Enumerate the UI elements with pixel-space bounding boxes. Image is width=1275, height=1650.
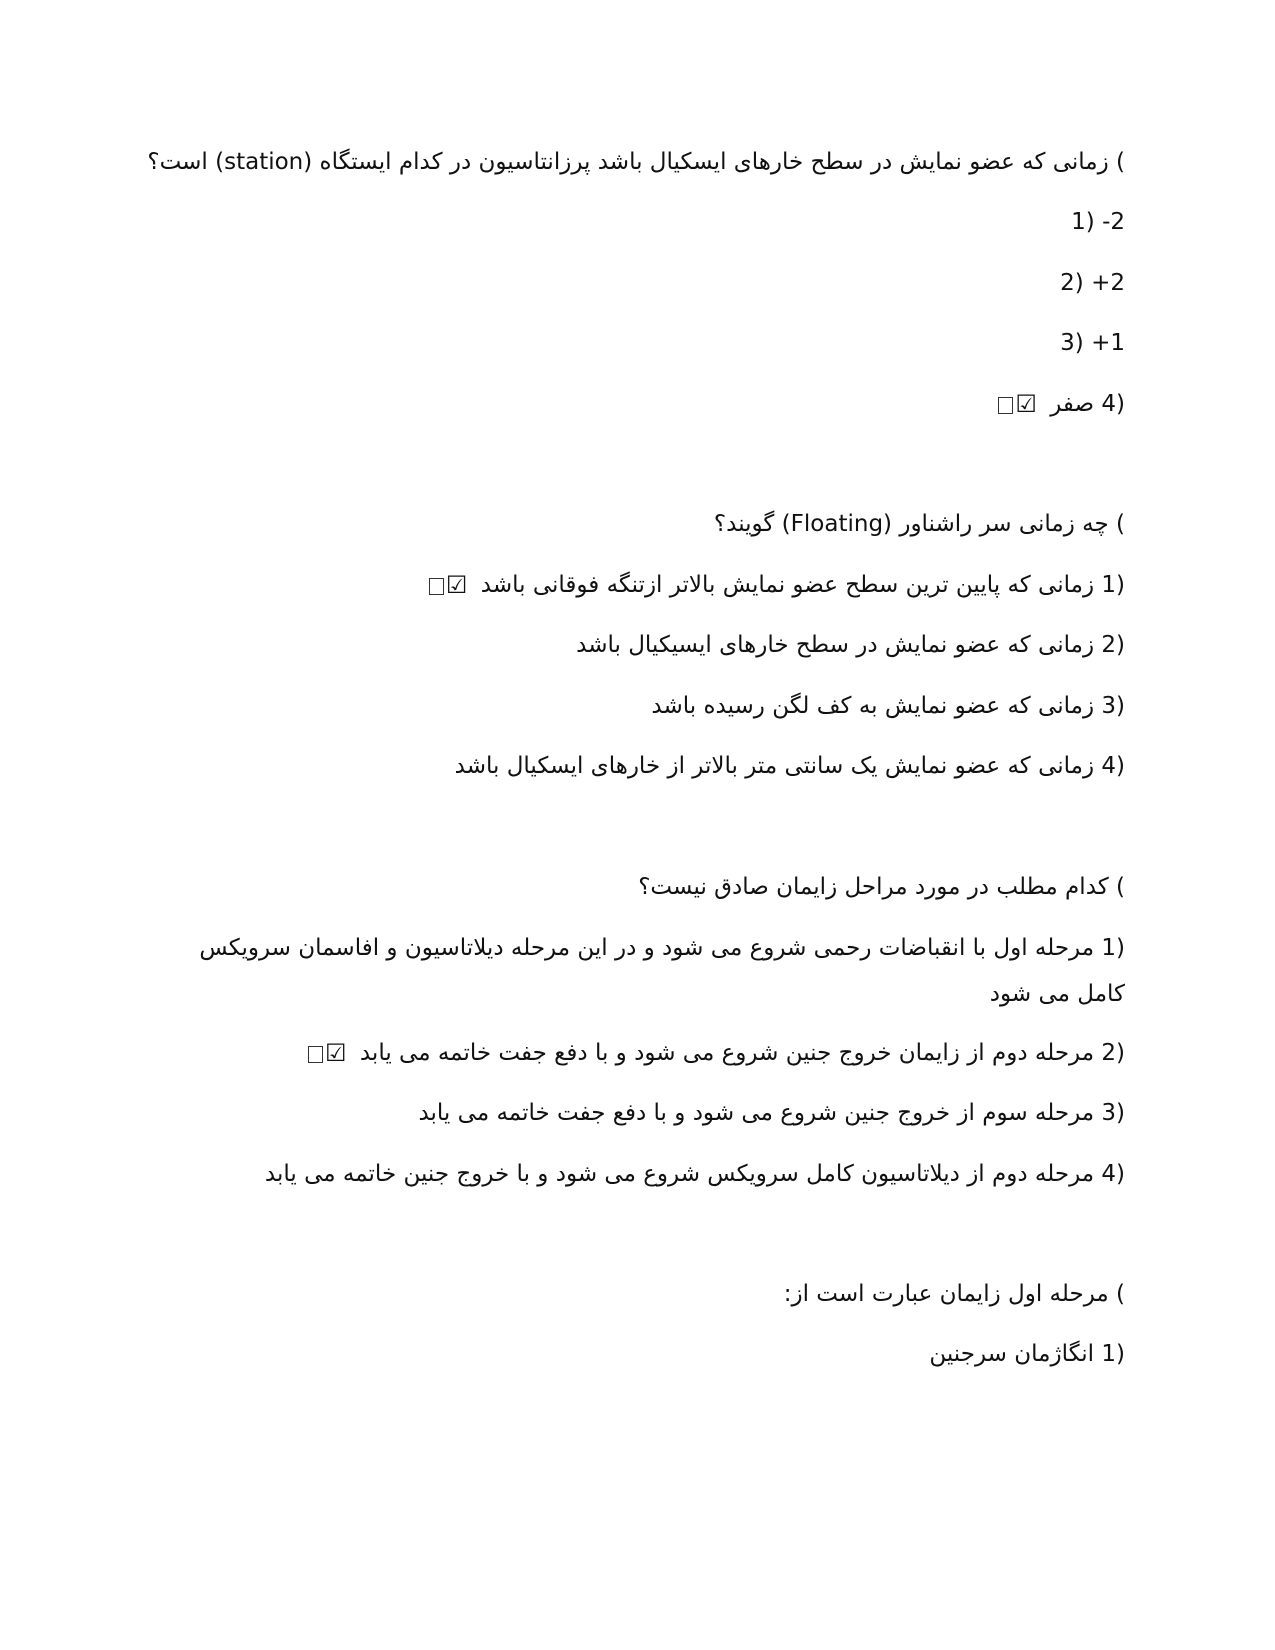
option-number: 2) xyxy=(1060,270,1084,296)
option-text: -2 xyxy=(1102,209,1125,235)
option-text: صفر xyxy=(1050,391,1095,417)
question-3-option-1 xyxy=(175,925,1125,1017)
question-3-stem: ) کدام مطلب در مورد مراحل زایمان صادق نیست؟ xyxy=(638,874,1125,900)
question-2-stem: ) چه زمانی سر راشناور (Floating) گویند؟ xyxy=(713,511,1125,537)
option-number: 3) xyxy=(1101,1100,1125,1126)
option-number: 3) xyxy=(1101,693,1125,719)
question-4-option-1 xyxy=(929,1331,1125,1377)
option-text: زمانی که عضو نمایش در سطح خارهای ایسیکیال باشد xyxy=(576,632,1095,658)
option-text: +2 xyxy=(1091,270,1125,296)
question-1-stem: ) زمانی که عضو نمایش در سطح خارهای ایسکیال باشد پرزانتاسیون در کدام ایستگاه (station) است؟ xyxy=(147,149,1125,175)
option-number: 1) xyxy=(1101,1341,1125,1367)
option-number: 4) xyxy=(1101,391,1125,417)
checkbox-checked-icon: ☑ xyxy=(1015,389,1037,418)
question-2-option-2 xyxy=(576,622,1125,668)
question-1-option-2 xyxy=(1060,260,1125,306)
option-number: 2) xyxy=(1101,1040,1125,1066)
question-1-option-1 xyxy=(1071,199,1125,245)
option-text: مرحله اول با انقباضات رحمی شروع می شود و در این مرحله دیلاتاسیون و افاسمان سرویکس کامل می شود xyxy=(199,935,1125,1007)
answer-marks xyxy=(429,563,468,609)
question-2-option-4 xyxy=(455,743,1125,789)
option-text: مرحله دوم از زایمان خروج جنین شروع می شود و با دفع جفت خاتمه می یابد xyxy=(359,1040,1095,1066)
option-number: 2) xyxy=(1101,632,1125,658)
option-text: مرحله دوم از دیلاتاسیون کامل سرویکس شروع می شود و با خروج جنین خاتمه می یابد xyxy=(264,1161,1095,1187)
option-number: 1) xyxy=(1101,935,1125,961)
question-1-option-4 xyxy=(998,381,1125,428)
checkbox-checked-icon: ☑ xyxy=(445,570,468,599)
question-2-option-3 xyxy=(651,683,1125,729)
option-text: +1 xyxy=(1091,330,1125,356)
question-1-option-3 xyxy=(1060,320,1125,366)
option-text: انگاژمان سرجنین xyxy=(929,1341,1095,1367)
answer-marks xyxy=(308,1031,347,1077)
question-4-stem: ) مرحله اول زایمان عبارت است از: xyxy=(783,1281,1125,1307)
option-number: 3) xyxy=(1060,330,1084,356)
checkbox-checked-icon: ☑ xyxy=(325,1038,347,1067)
checkbox-empty-icon xyxy=(429,578,444,595)
option-number: 4) xyxy=(1101,1161,1125,1187)
option-text: مرحله سوم از خروج جنین شروع می شود و با دفع جفت خاتمه می یابد xyxy=(418,1100,1095,1126)
checkbox-empty-icon xyxy=(998,397,1013,414)
answer-marks xyxy=(998,382,1037,428)
question-2-option-1 xyxy=(429,562,1125,609)
question-3-option-4 xyxy=(265,1151,1125,1197)
option-number: 1) xyxy=(1101,572,1125,598)
option-number: 1) xyxy=(1071,209,1095,235)
question-3-option-3 xyxy=(418,1090,1125,1136)
question-3-option-2 xyxy=(308,1030,1125,1077)
option-text: زمانی که پایین ترین سطح عضو نمایش بالاتر ازتنگه فوقانی باشد xyxy=(480,572,1095,598)
checkbox-empty-icon xyxy=(308,1046,323,1063)
option-text: زمانی که عضو نمایش یک سانتی متر بالاتر از خارهای ایسکیال باشد xyxy=(454,753,1095,779)
option-number: 4) xyxy=(1101,753,1125,779)
option-text: زمانی که عضو نمایش به کف لگن رسیده باشد xyxy=(651,693,1095,719)
